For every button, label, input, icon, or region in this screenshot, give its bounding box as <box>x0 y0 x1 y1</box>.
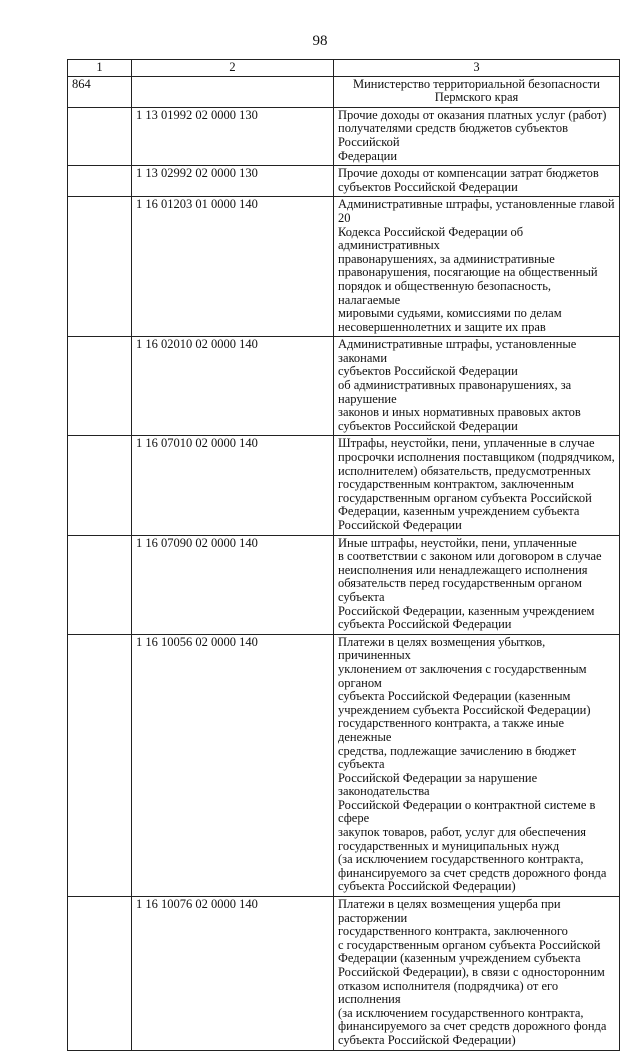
revenue-description: Административные штрафы, установленные законами субъектов Российской Федерации об административных правонарушениях, за нарушение законов и иных нормативных правовых актов субъектов Российской Федерации <box>334 337 620 436</box>
row-empty-cell <box>68 166 132 197</box>
revenue-description: Административные штрафы, установленные главой 20 Кодекса Российской Федерации об административных правонарушениях, за административные правонарушения, посягающие на общественный порядок и общественную безопасность, налагаемые мировыми судьями, комиссиями по делам несовершеннолетних и защите их прав <box>334 197 620 337</box>
revenue-description: Платежи в целях возмещения ущерба при расторжении государственного контракта, заключенного с государственным органом субъекта Российской Федерации (казенным учреждением субъекта Российской Федерации), в связи с односторонним отказом исполнителя (подрядчика) от его исполнения (за исключением государственного контракта, финансируемого за счет средств дорожного фонда субъекта Российской Федерации) <box>334 897 620 1051</box>
ministry-row <box>68 76 620 107</box>
table-row <box>68 897 620 1051</box>
revenue-code: 1 16 07010 02 0000 140 <box>132 436 334 535</box>
column-header-1: 1 <box>68 60 132 77</box>
table-row <box>68 436 620 535</box>
revenue-code: 1 16 07090 02 0000 140 <box>132 535 334 634</box>
table-row <box>68 166 620 197</box>
table-row <box>68 197 620 337</box>
revenue-description: Иные штрафы, неустойки, пени, уплаченные в соответствии с законом или договором в случае неисполнения или ненадлежащего исполнения обязательств перед государственным органом субъекта Российской Федерации, казенным учреждением субъекта Российской Федерации <box>334 535 620 634</box>
row-empty-cell <box>68 436 132 535</box>
table-row <box>68 535 620 634</box>
table-row <box>68 634 620 896</box>
revenue-code: 1 16 02010 02 0000 140 <box>132 337 334 436</box>
ministry-empty-cell <box>132 76 334 107</box>
table-header-row <box>68 60 620 77</box>
column-header-2: 2 <box>132 60 334 77</box>
row-empty-cell <box>68 634 132 896</box>
revenue-description: Штрафы, неустойки, пени, уплаченные в случае просрочки исполнения поставщиком (подрядчиком, исполнителем) обязательств, предусмотренных государственным контрактом, заключенным государственным органом субъекта Российской Федерации, казенным учреждением субъекта Российской Федерации <box>334 436 620 535</box>
revenue-description: Прочие доходы от оказания платных услуг (работ) получателями средств бюджетов субъектов Российской Федерации <box>334 107 620 165</box>
row-empty-cell <box>68 897 132 1051</box>
row-empty-cell <box>68 535 132 634</box>
revenue-code: 1 13 01992 02 0000 130 <box>132 107 334 165</box>
revenue-code: 1 16 10056 02 0000 140 <box>132 634 334 896</box>
revenue-code: 1 16 10076 02 0000 140 <box>132 897 334 1051</box>
revenue-description: Прочие доходы от компенсации затрат бюджетов субъектов Российской Федерации <box>334 166 620 197</box>
page-number: 98 <box>312 33 328 49</box>
revenue-description: Платежи в целях возмещения убытков, причиненных уклонением от заключения с государственным органом субъекта Российской Федерации (казенным учреждением субъекта Российской Федерации) государственного контракта, а также иные денежные средства, подлежащие зачислению в бюджет субъекта Российской Федерации за нарушение законодательства Российской Федерации о контрактной системе в сфере закупок товаров, работ, услуг для обеспечения государственных и муниципальных нужд (за исключением государственного контракта, финансируемого за счет средств дорожного фонда субъекта Российской Федерации) <box>334 634 620 896</box>
row-empty-cell <box>68 197 132 337</box>
revenue-code: 1 13 02992 02 0000 130 <box>132 166 334 197</box>
administrator-code: 864 <box>68 76 132 107</box>
table-row <box>68 337 620 436</box>
row-empty-cell <box>68 337 132 436</box>
column-header-3: 3 <box>334 60 620 77</box>
ministry-name: Министерство территориальной безопасности Пермского края <box>334 76 620 107</box>
revenue-code: 1 16 01203 01 0000 140 <box>132 197 334 337</box>
table-row <box>68 107 620 165</box>
row-empty-cell <box>68 107 132 165</box>
budget-revenue-table <box>67 59 620 1051</box>
